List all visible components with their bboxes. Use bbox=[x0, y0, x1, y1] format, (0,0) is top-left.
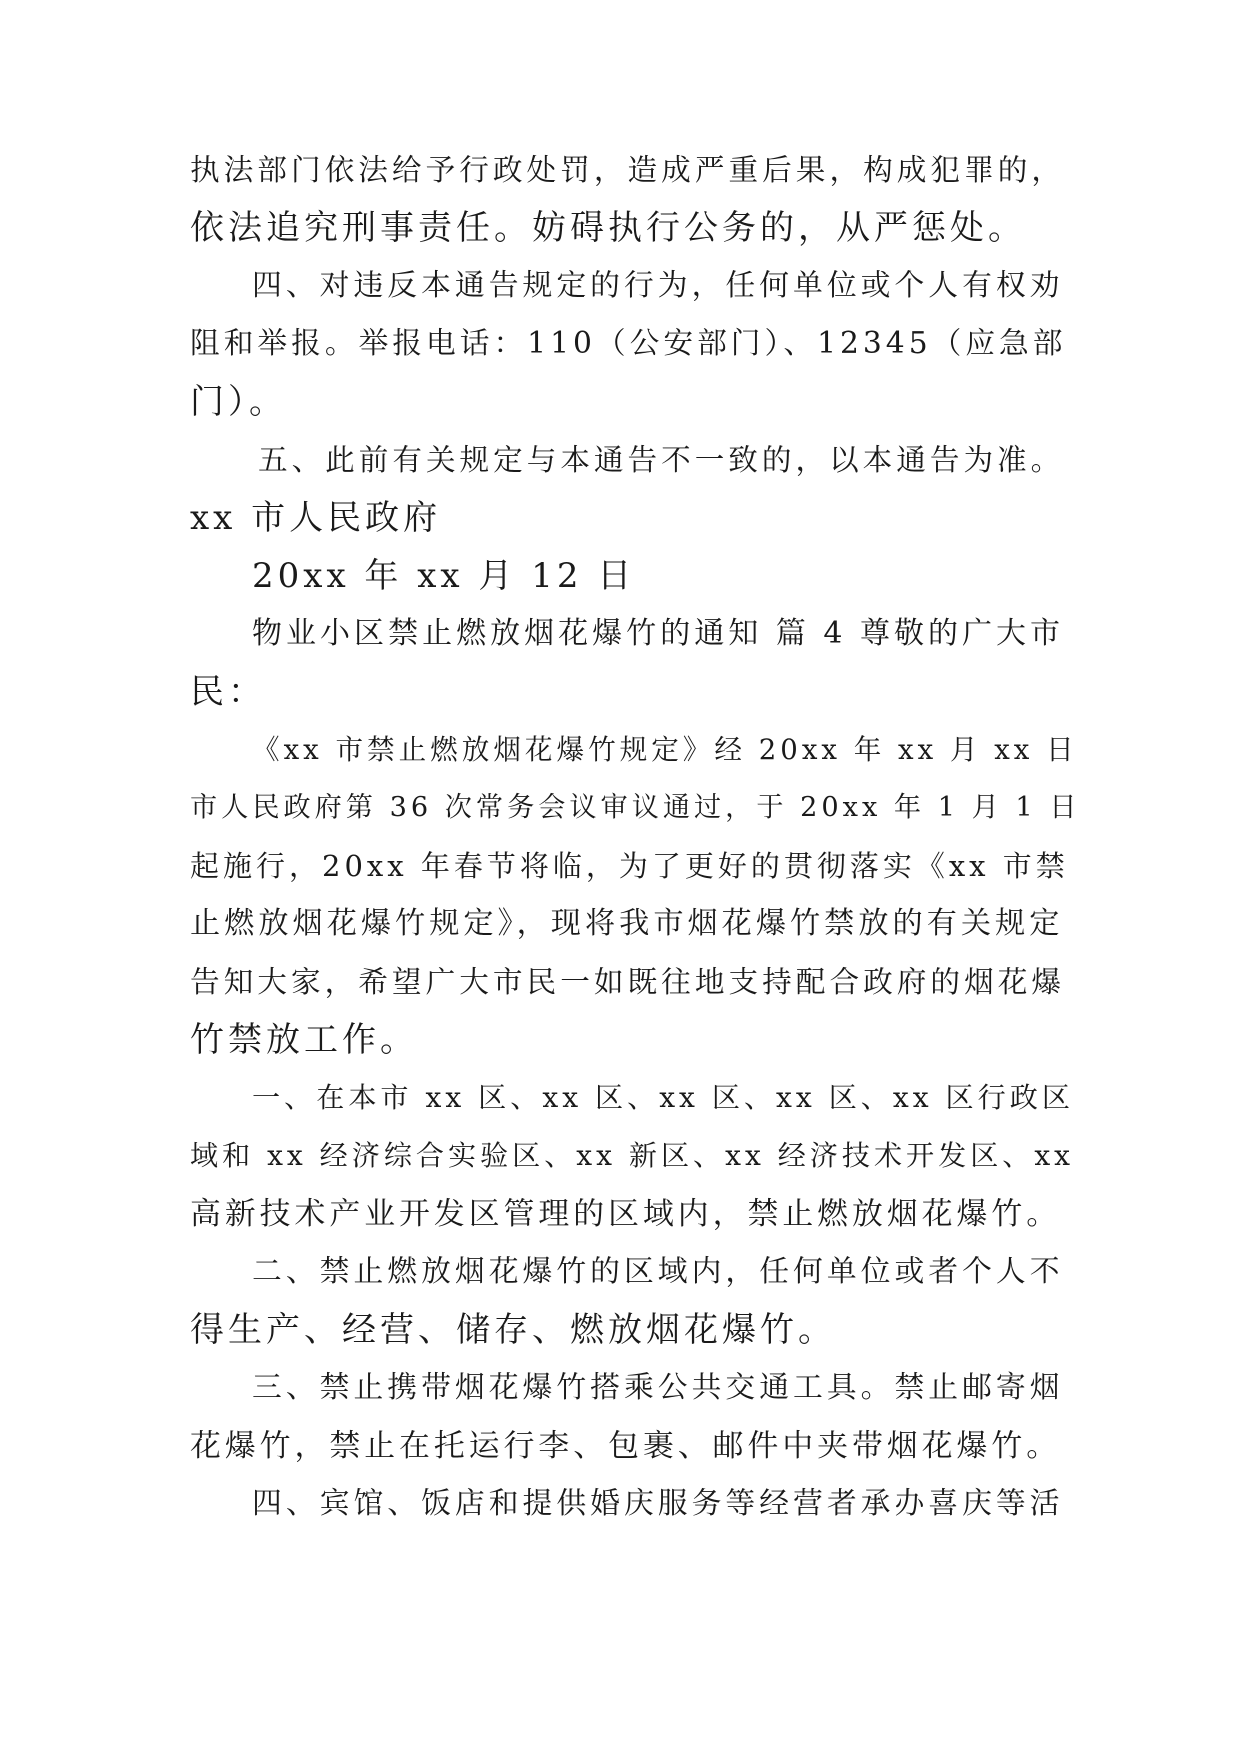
paragraph-line: 《xx 市禁止燃放烟花爆竹规定》经 20xx 年 xx 月 xx 日 bbox=[252, 733, 1078, 766]
paragraph-line: 花爆竹，禁止在托运行李、包裹、邮件中夹带烟花爆竹。 bbox=[190, 1428, 1062, 1464]
paragraph-line: 起施行，20xx 年春节将临，为了更好的贯彻落实《xx 市禁 bbox=[190, 849, 1069, 883]
paragraph-line: 门）。 bbox=[190, 382, 287, 422]
signature-issuer: xx 市人民政府 bbox=[190, 498, 442, 538]
paragraph-line: 一、在本市 xx 区、xx 区、xx 区、xx 区、xx 区行政区 bbox=[252, 1081, 1074, 1114]
section-heading-line: 物业小区禁止燃放烟花爆竹的通知 篇 4 尊敬的广大市 bbox=[252, 616, 1065, 651]
paragraph-line: 竹禁放工作。 bbox=[190, 1020, 418, 1060]
paragraph-line: 执法部门依法给予行政处罚，造成严重后果，构成犯罪的， bbox=[190, 152, 1066, 187]
paragraph-line: 止燃放烟花爆竹规定》，现将我市烟花爆竹禁放的有关规定 bbox=[190, 906, 1064, 941]
paragraph-line: 三、禁止携带烟花爆竹搭乘公共交通工具。禁止邮寄烟 bbox=[252, 1370, 1064, 1405]
paragraph-line: 民： bbox=[190, 672, 266, 712]
paragraph-line: 二、禁止燃放烟花爆竹的区域内，任何单位或者个人不 bbox=[252, 1254, 1064, 1289]
paragraph-line: 域和 xx 经济综合实验区、xx 新区、xx 经济技术开发区、xx bbox=[190, 1139, 1075, 1172]
paragraph-line: 市人民政府第 36 次常务会议审议通过，于 20xx 年 1 月 1 日 bbox=[190, 792, 1081, 823]
paragraph-line: 告知大家，希望广大市民一如既往地支持配合政府的烟花爆 bbox=[190, 964, 1066, 999]
signature-date: 20xx 年 xx 月 12 日 bbox=[252, 556, 636, 596]
paragraph-line: 五、此前有关规定与本通告不一致的，以本通告为准。 bbox=[258, 443, 1065, 477]
paragraph-line: 阻和举报。举报电话：110（公安部门）、12345（应急部 bbox=[190, 326, 1067, 361]
paragraph-line: 四、宾馆、饭店和提供婚庆服务等经营者承办喜庆等活 bbox=[252, 1486, 1064, 1521]
paragraph-line: 高新技术产业开发区管理的区域内，禁止燃放烟花爆竹。 bbox=[190, 1196, 1062, 1232]
paragraph-line: 依法追究刑事责任。妨碍执行公务的，从严惩处。 bbox=[190, 208, 1026, 248]
paragraph-line: 四、对违反本通告规定的行为，任何单位或个人有权劝 bbox=[252, 268, 1064, 303]
paragraph-line: 得生产、经营、储存、燃放烟花爆竹。 bbox=[190, 1310, 836, 1350]
